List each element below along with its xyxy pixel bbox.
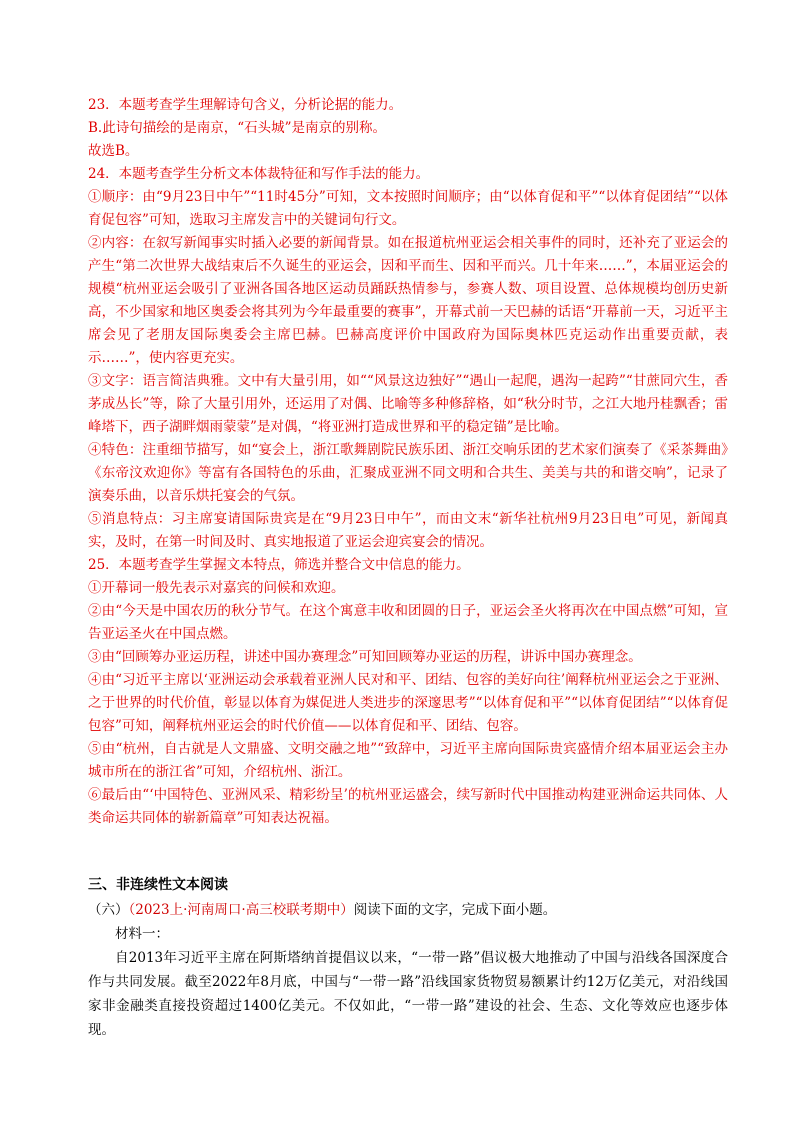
- answer-line: ②由“今天是中国农历的秋分节气。在这个寓意丰收和团圆的日子，亚运会圣火将再次在中国点燃”可知，宣告亚运圣火在中国点燃。: [88, 603, 728, 642]
- question-source: （2023上·河南周口·高三校联考期中）: [128, 902, 354, 918]
- question-intro: [88, 898, 556, 918]
- answer-line: 24．本题考查学生分析文本体裁特征和写作手法的能力。: [88, 166, 430, 182]
- question-instruction: 阅读下面的文字，完成下面小题。: [353, 902, 557, 918]
- section-heading: 三、非连续性文本阅读: [88, 877, 228, 893]
- material-text: 自2013年习近平主席在阿斯塔纳首提倡议以来，“一带一路”倡议极大地推动了中国与沿线各国深度合作与共同发展。截至2022年8月底，中国与“一带一路”沿线国家货物贸易额累计约12万亿美元，对沿线国家非金融类直接投资超过1400亿美元。不仅如此，“一带一路”建设的社会、生态、文化等效应也逐步体现。: [88, 950, 728, 1038]
- answer-line: 故选B。: [88, 143, 139, 159]
- answer-line: 23．本题考查学生理解诗句含义，分析论据的能力。: [88, 97, 403, 113]
- material-one: [88, 922, 728, 1042]
- answer-line: ③由“回顾筹办亚运历程，讲述中国办赛理念”可知回顾筹办亚运的历程，讲诉中国办赛理念。: [88, 649, 642, 665]
- answer-line: ①顺序：由“9月23日中午”“11时45分”可知，文本按照时间顺序；由“以体育促和平”“以体育促团结”“以体育促包容”可知，选取习主席发言中的关键词句行文。: [88, 189, 728, 228]
- material-label: 材料一：: [115, 926, 169, 942]
- answer-line: B.此诗句描绘的是南京，“石头城”是南京的别称。: [88, 120, 387, 136]
- answer-line: ③文字：语言简洁典雅。文中有大量引用，如““风景这边独好”“遇山一起爬，遇沟一起跨”“甘蔗同穴生，香茅成丛长”等，除了大量引用外，还运用了对偶、比喻等多种修辞格，如“秋分时节，之江大地丹桂飘香；雷峰塔下，西子湖畔烟雨蒙蒙”是对偶，“将亚洲打造成世界和平的稳定锚”是比喻。: [88, 373, 728, 435]
- answer-line: ②内容：在叙写新闻事实时插入必要的新闻背景。如在报道杭州亚运会相关事件的同时，还补充了亚运会的产生“第二次世界大战结束后不久诞生的亚运会，因和平而生、因和平而兴。几十年来……”，本届亚运会的规模“杭州亚运会吸引了亚洲各国各地区运动员踊跃热情参与，参赛人数、项目设置、总体规模均创历史新高，不少国家和地区奥委会将其列为今年最重要的赛事”，开幕式前一天巴赫的话语“开幕前一天，习近平主席会见了老朋友国际奥委会主席巴赫。巴赫高度评价中国政府为国际奥林匹克运动作出重要贡献，表示……”，使内容更充实。: [88, 235, 728, 366]
- answer-line: ⑤消息特点：习主席宴请国际贵宾是在“9月23日中午”，而由文末“新华社杭州9月23日电”可见，新闻真实，及时，在第一时间及时、真实地报道了亚运会迎宾宴会的情况。: [88, 511, 728, 550]
- answer-line: ⑤由“杭州，自古就是人文鼎盛、文明交融之地”“致辞中，习近平主席向国际贵宾盛情介绍本届亚运会主办城市所在的浙江省”可知，介绍杭州、浙江。: [88, 741, 728, 780]
- answer-line: ①开幕词一般先表示对嘉宾的问候和欢迎。: [88, 580, 345, 596]
- answer-line: ④由“习近平主席以‘亚洲运动会承载着亚洲人民对和平、团结、包容的美好向往’阐释杭州亚运会之于亚洲、之于世界的时代价值，彰显以体育为媒促进人类进步的深邃思考”“以体育促和平”“以体育促团结”“以体育促包容”可知，阐释杭州亚运会的时代价值——以体育促和平、团结、包容。: [88, 672, 728, 734]
- answer-line: ④特色：注重细节描写，如“宴会上，浙江歌舞剧院民族乐团、浙江交响乐团的艺术家们演奏了《采茶舞曲》《东帝汶欢迎你》等富有各国特色的乐曲，汇聚成亚洲不同文明和合共生、美美与共的和谐交响”，记录了演奏乐曲，以音乐烘托宴会的气氛。: [88, 442, 728, 504]
- answer-analysis: [88, 94, 728, 830]
- question-number: （六）: [88, 902, 129, 918]
- answer-line: ⑥最后由“‘中国特色、亚洲风采、精彩纷呈’的杭州亚运盛会，续写新时代中国推动构建亚洲命运共同体、人类命运共同体的崭新篇章”可知表达祝福。: [88, 787, 728, 826]
- answer-line: 25．本题考查学生掌握文本特点，筛选并整合文中信息的能力。: [88, 557, 470, 573]
